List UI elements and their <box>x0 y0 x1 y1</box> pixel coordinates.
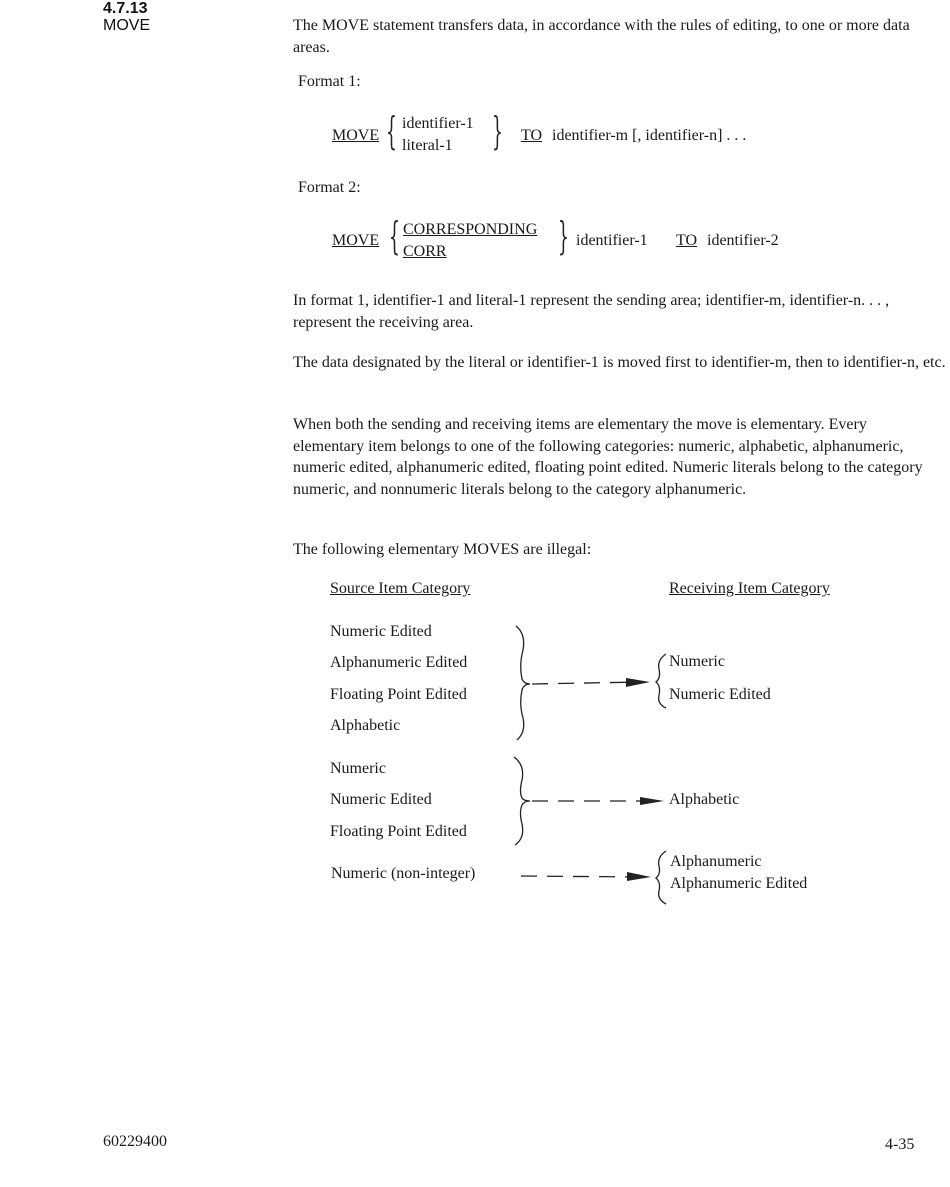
format2-ident2: identifier-2 <box>707 232 779 249</box>
section-number: 4.7.13 <box>103 0 148 17</box>
format2-close-brace: } <box>558 214 569 258</box>
group3-target-brace <box>656 851 666 904</box>
format1-verb: MOVE <box>332 127 380 144</box>
paragraph-format1-explanation: In format 1, identifier-1 and literal-1 represent the sending area; identifier-m, identifier-n. . . , represent the receiving area. <box>293 292 890 331</box>
format2-to: TO <box>676 232 698 249</box>
source-item: Numeric <box>330 760 386 777</box>
group1-source-brace <box>516 626 530 740</box>
format1-option2: literal-1 <box>402 137 453 154</box>
format2-option1: CORRESPONDING <box>403 221 538 238</box>
paragraph-illegal-intro: The following elementary MOVES are illegal: <box>293 541 592 558</box>
source-item: Numeric Edited <box>330 791 432 808</box>
receiving-category-header: Receiving Item Category <box>669 580 830 597</box>
format1-rest: identifier-m [, identifier-n] . . . <box>552 127 747 144</box>
group3-arrowhead <box>627 872 651 881</box>
format1-label: Format 1: <box>298 73 361 90</box>
group2-arrowhead <box>640 797 664 805</box>
paragraph-move-order: The data designated by the literal or identifier-1 is moved first to identifier-m, then to identifier-n, etc. <box>293 354 946 371</box>
group1-arrow-line <box>532 682 642 684</box>
document-number: 60229400 <box>103 1133 167 1150</box>
format1-open-brace: { <box>386 109 397 153</box>
group1-arrowhead <box>626 678 650 687</box>
source-item: Floating Point Edited <box>330 823 467 840</box>
format2-label: Format 2: <box>298 179 361 196</box>
source-category-header: Source Item Category <box>330 580 471 597</box>
target-item: Alphanumeric <box>670 853 762 870</box>
format2-ident1: identifier-1 <box>576 232 648 249</box>
format2-verb: MOVE <box>332 232 380 249</box>
group1-target-brace <box>656 654 666 708</box>
format1-to: TO <box>521 127 543 144</box>
intro-paragraph: The MOVE statement transfers data, in accordance with the rules of editing, to one or more data areas. <box>293 17 910 56</box>
source-item: Numeric Edited <box>330 623 432 640</box>
paragraph-elementary-move: When both the sending and receiving items are elementary the move is elementary. Every elementary item belongs to one of the following categories: numeric, alphabetic, alphanumeric, numeric edited, alphanumeric edited, floating point edited. Numeric literals belong to the category numeric, and nonnumeric literals belong to the category alphanumeric. <box>293 416 923 498</box>
format1-close-brace: } <box>492 109 503 153</box>
source-item: Alphabetic <box>330 717 401 734</box>
target-item: Numeric <box>669 653 725 670</box>
format2-open-brace: { <box>389 214 400 258</box>
source-item: Alphanumeric Edited <box>330 654 468 671</box>
source-item: Numeric (non-integer) <box>331 865 476 882</box>
page-number: 4-35 <box>885 1136 915 1153</box>
format2-option2: CORR <box>403 243 447 260</box>
group3-arrow-line <box>521 876 642 877</box>
group2-source-brace <box>514 757 530 845</box>
format1-option1: identifier-1 <box>402 115 474 132</box>
source-item: Floating Point Edited <box>330 686 467 703</box>
target-item: Alphabetic <box>669 791 740 808</box>
section-title: MOVE <box>103 17 151 34</box>
target-item: Alphanumeric Edited <box>670 875 808 892</box>
target-item: Numeric Edited <box>669 686 771 703</box>
